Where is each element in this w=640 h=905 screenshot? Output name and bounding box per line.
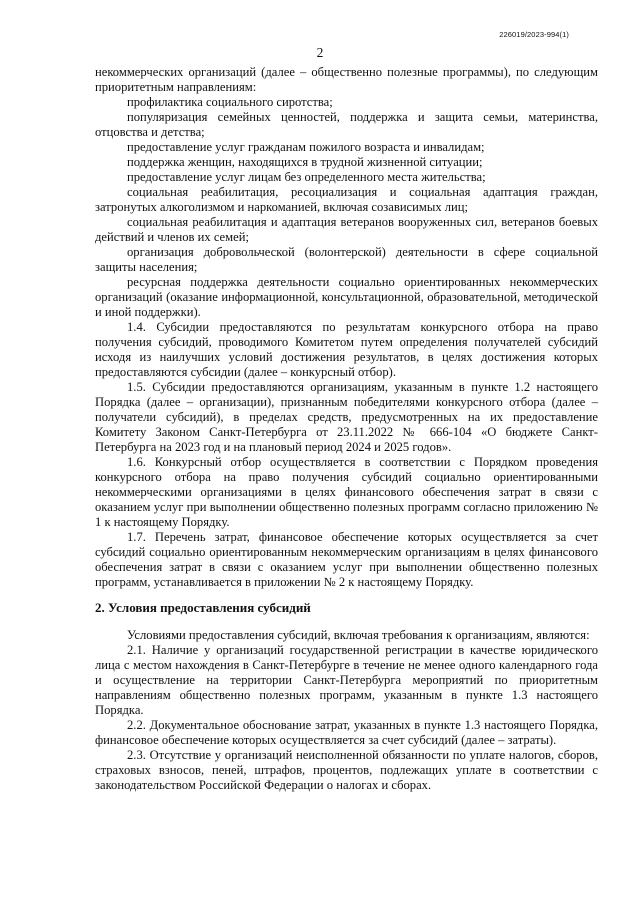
- clause-1-5: 1.5. Субсидии предоставляются организациям, указанным в пункте 1.2 настоящего Порядка (далее – организации), признанным победителями конкурсного отбора (далее – получатели субсидий), в пределах средств, предусмотренных на их предоставление Комитету Законом Санкт-Петербурга от 23.11.2022 № 666-104 «О бюджете Санкт-Петербурга на 2023 год и на плановый период 2024 и 2025 годов».: [95, 380, 598, 454]
- document-body: [95, 65, 598, 793]
- list-item: предоставление услуг лицам без определенного места жительства;: [127, 170, 486, 184]
- clause-1-6: 1.6. Конкурсный отбор осуществляется в соответствии с Порядком проведения конкурсного отбора на право получения субсидий социально ориентированными некоммерческими организациями в целях финансового обеспечения затрат в связи с оказанием услуг при выполнении общественно полезных программ согласно приложению № 1 к настоящему Порядку.: [95, 455, 598, 529]
- list-item: социальная реабилитация и адаптация ветеранов вооруженных сил, ветеранов боевых действий и членов их семей;: [95, 215, 598, 244]
- list-item: профилактика социального сиротства;: [127, 95, 333, 109]
- page-number: 2: [316, 45, 324, 60]
- section-heading: 2. Условия предоставления субсидий: [95, 600, 311, 615]
- clause-1-7: 1.7. Перечень затрат, финансовое обеспечение которых осуществляется за счет субсидий социально ориентированным некоммерческим организациям в целях финансового обеспечения затрат в связи с оказанием услуг при выполнении общественно полезных программ, устанавливается в приложении № 2 к настоящему Порядку.: [95, 530, 598, 589]
- list-item: популяризация семейных ценностей, поддержка и защита семьи, материнства, отцовства и детства;: [95, 110, 598, 139]
- paragraph: некоммерческих организаций (далее – общественно полезные программы), по следующим приоритетным направлениям:: [95, 65, 598, 94]
- clause-2-1: 2.1. Наличие у организаций государственной регистрации в качестве юридического лица с местом нахождения в Санкт-Петербурге в течение не менее одного календарного года и осуществление на территории Санкт-Петербурга мероприятий по приоритетным направлениям общественно полезных программ, указанным в пункте 1.3 настоящего Порядка.: [95, 643, 598, 717]
- section-intro: Условиями предоставления субсидий, включая требования к организациям, являются:: [127, 628, 590, 642]
- clause-1-4: 1.4. Субсидии предоставляются по результатам конкурсного отбора на право получения субсидий, проводимого Комитетом путем определения получателей субсидий исходя из наилучших условий достижения результатов, в целях достижения которых предоставляются субсидии (далее – конкурсный отбор).: [95, 320, 598, 379]
- list-item: организация добровольческой (волонтерской) деятельности в сфере социальной защиты населения;: [95, 245, 598, 274]
- list-item: социальная реабилитация, ресоциализация и социальная адаптация граждан, затронутых алкоголизмом и наркоманией, включая созависимых лиц;: [95, 185, 598, 214]
- document-id: 226019/2023-994(1): [499, 30, 569, 39]
- clause-2-2: 2.2. Документальное обоснование затрат, указанных в пункте 1.3 настоящего Порядка, финансовое обеспечение которых осуществляется за счет субсидий (далее – затраты).: [95, 718, 598, 747]
- list-item: ресурсная поддержка деятельности социально ориентированных некоммерческих организаций (оказание информационной, консультационной, образовательной, методической и иной поддержки).: [95, 275, 598, 319]
- clause-2-3: 2.3. Отсутствие у организаций неисполненной обязанности по уплате налогов, сборов, страховых взносов, пеней, штрафов, процентов, подлежащих уплате в соответствии с законодательством Российской Федерации о налогах и сборах.: [95, 748, 598, 792]
- list-item: поддержка женщин, находящихся в трудной жизненной ситуации;: [127, 155, 483, 169]
- list-item: предоставление услуг гражданам пожилого возраста и инвалидам;: [127, 140, 485, 154]
